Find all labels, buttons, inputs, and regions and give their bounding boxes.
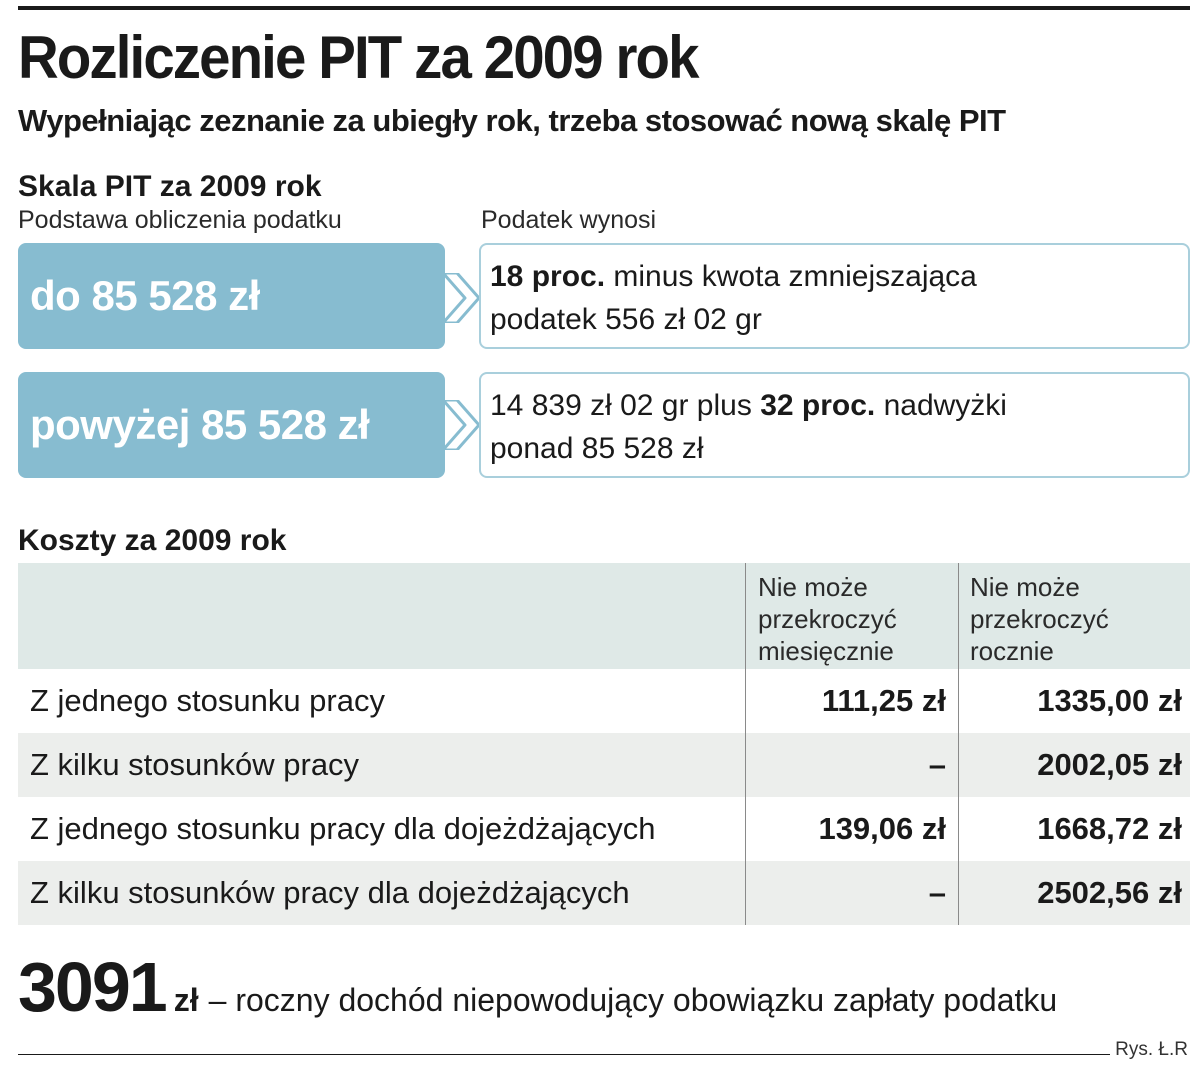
bracket-band-2: powyżej 85 528 zł [18,372,445,478]
credit-text: Rys. Ł.R [1115,1039,1188,1060]
scale-col-base-label: Podstawa obliczenia podatku [18,206,342,234]
scale-heading: Skala PIT za 2009 rok [18,170,322,203]
tax-description-2 [479,372,1190,478]
column-divider [958,563,959,925]
bottom-rule [18,1054,1110,1055]
income-unit: zł [173,982,199,1018]
costs-table [18,563,1190,925]
row-yearly-value: 1335,00 zł [1037,683,1182,718]
footer-summary [18,948,1058,1032]
page-subtitle: Wypełniając zeznanie za ubiegły rok, trzeba stosować nową skalę PIT [18,103,1006,138]
row-label: Z jednego stosunku pracy dla dojeżdżających [30,811,656,846]
row-yearly-value: 2002,05 zł [1037,747,1182,782]
chevron-right-icon [443,273,479,323]
top-rule [18,6,1190,10]
table-row [18,733,1190,797]
costs-heading: Koszty za 2009 rok [18,524,287,557]
table-row [18,797,1190,861]
chevron-right-icon [443,400,479,450]
income-amount: 3091 [18,948,166,1026]
row-monthly-value: – [928,747,946,782]
col-yearly-header: Nie może przekroczyć rocznie [970,572,1109,666]
tax-rate-1: 18 proc. [490,260,606,293]
income-description: – roczny dochód niepowodujący obowiązku zapłaty podatku [208,982,1058,1018]
table-row [18,669,1190,733]
row-monthly-value: 111,25 zł [821,683,946,718]
row-label: Z kilku stosunków pracy dla dojeżdżających [30,875,630,910]
tax-desc-1-line2: podatek 556 zł 02 gr [490,303,762,336]
row-yearly-value: 2502,56 zł [1037,875,1182,910]
row-monthly-value: 139,06 zł [818,811,946,846]
bracket-band-1: do 85 528 zł [18,243,445,349]
tax-desc-2-line1: nadwyżki [875,389,1007,422]
col-monthly-header: Nie może przekroczyć miesięcznie [758,572,897,666]
tax-desc-2-line2: ponad 85 528 zł [490,432,704,465]
scale-col-tax-label: Podatek wynosi [481,206,657,234]
costs-table-header [18,563,1190,669]
column-divider [745,563,746,925]
tax-rate-2: 32 proc. [760,389,876,422]
row-label: Z kilku stosunków pracy [30,747,360,782]
tax-description-1 [479,243,1190,349]
page-title: Rozliczenie PIT za 2009 rok [18,24,698,91]
table-row [18,861,1190,925]
tax-desc-2-pre: 14 839 zł 02 gr plus [490,389,761,422]
row-label: Z jednego stosunku pracy [30,683,385,718]
tax-desc-1-line1: minus kwota zmniejszająca [605,260,977,293]
row-monthly-value: – [928,875,946,910]
row-yearly-value: 1668,72 zł [1037,811,1182,846]
